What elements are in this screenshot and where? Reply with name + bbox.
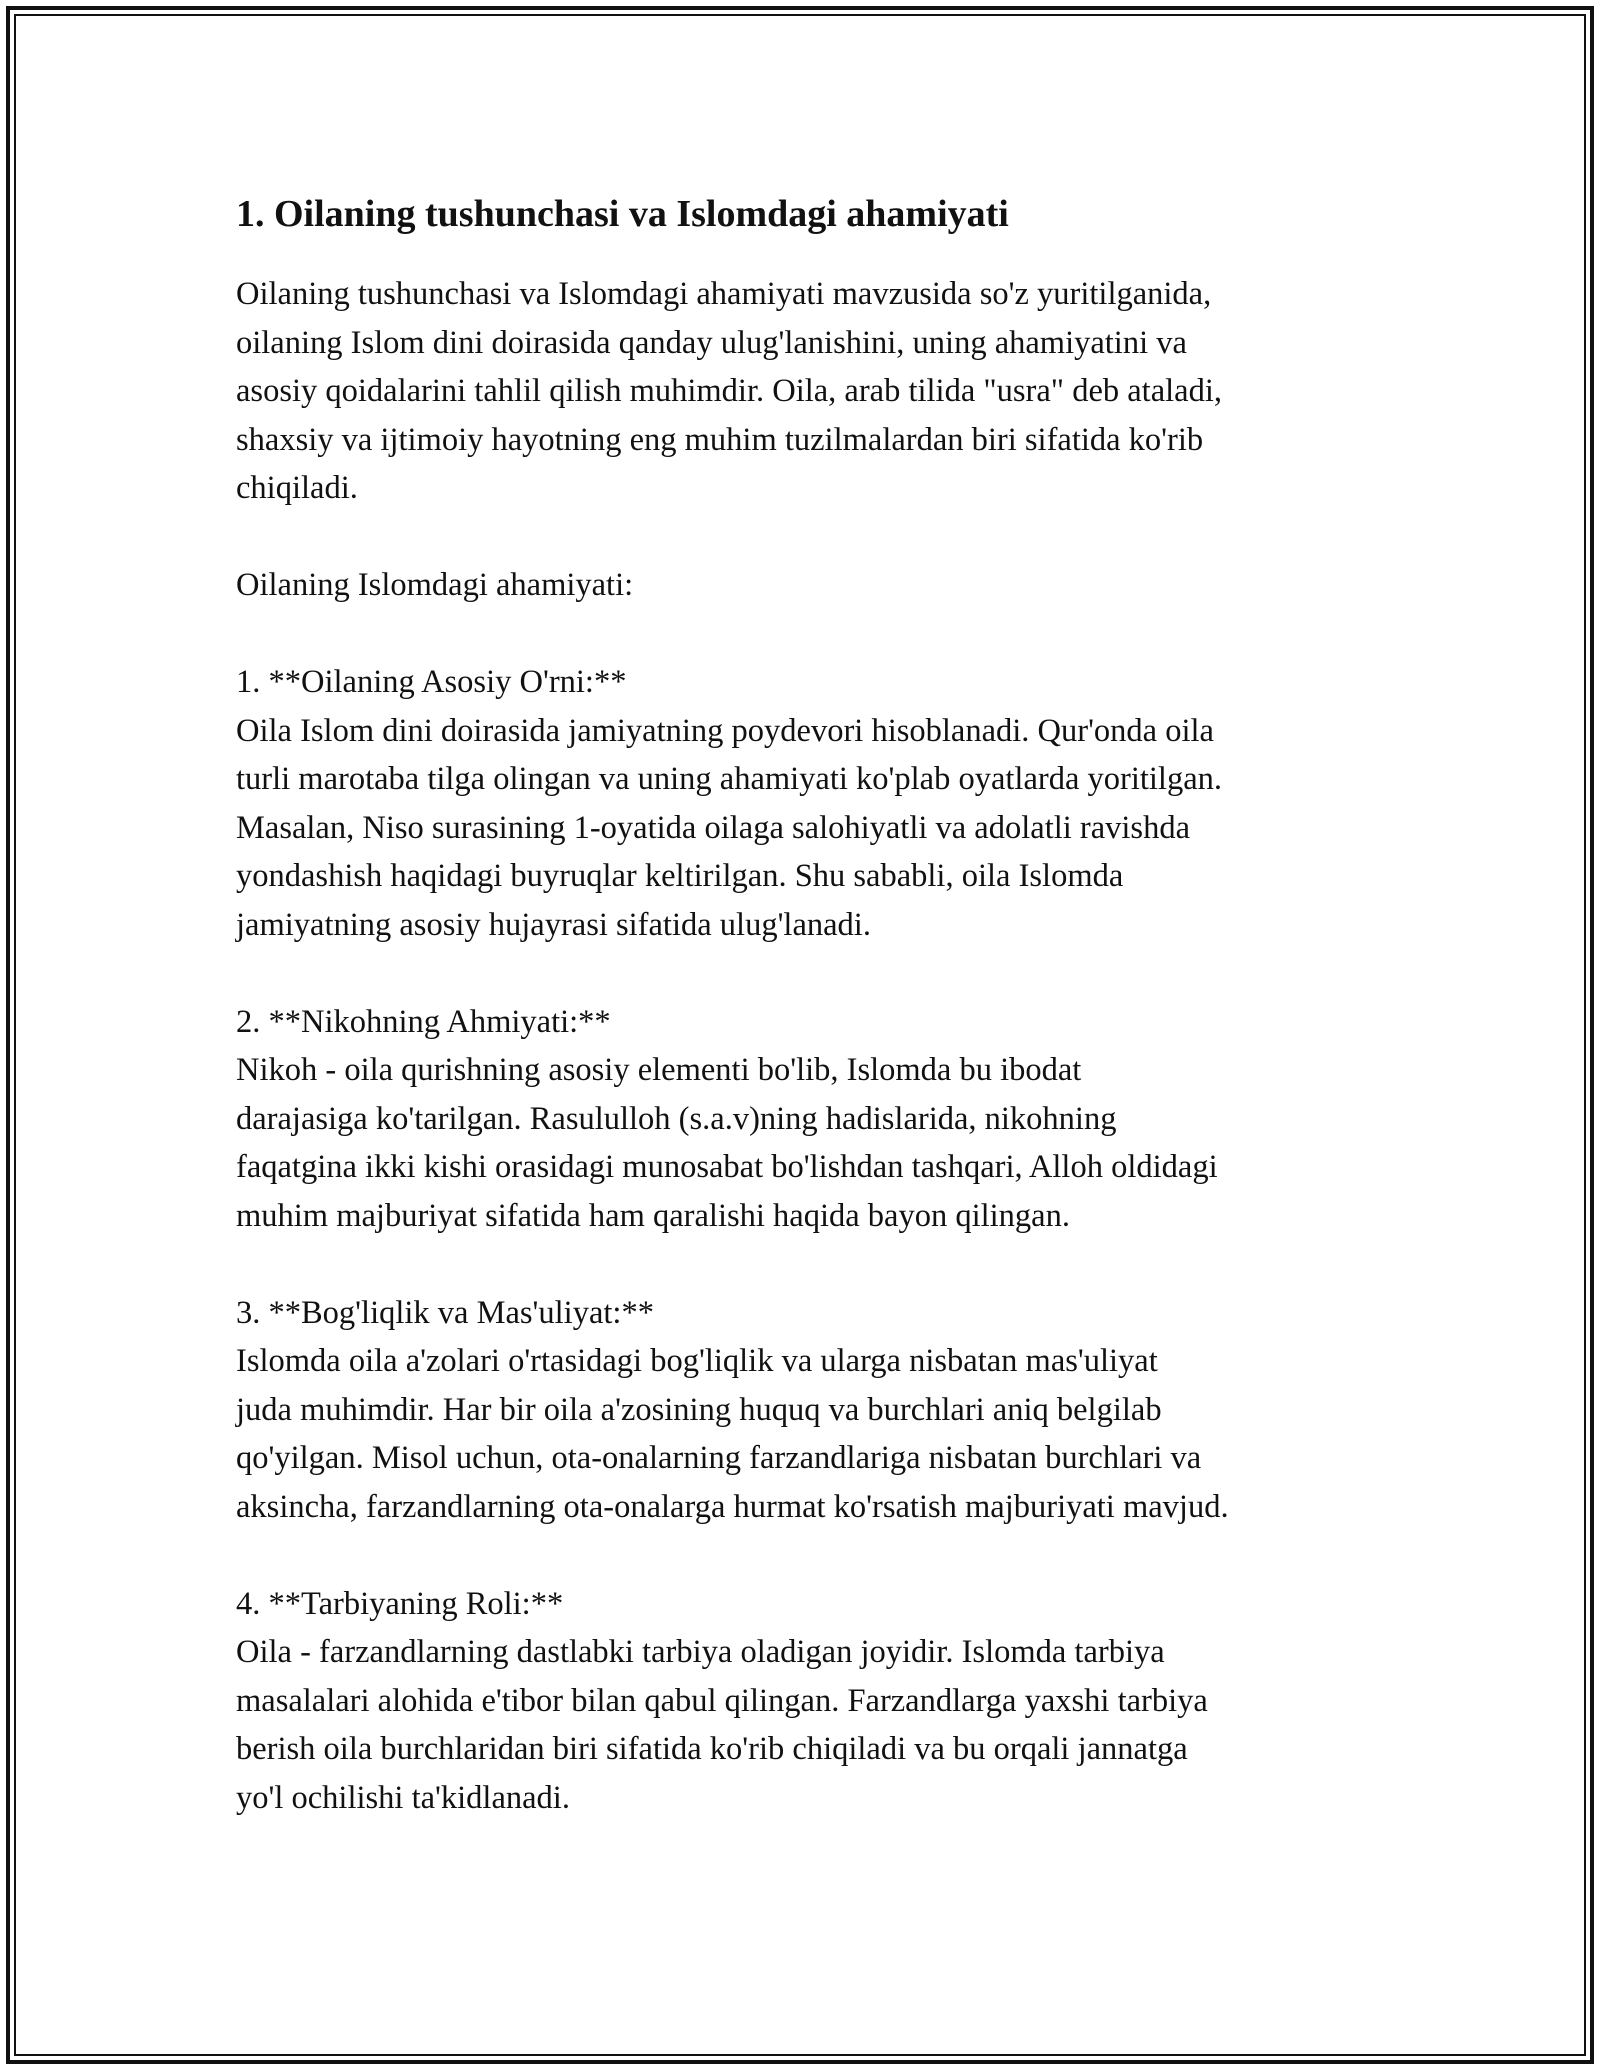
document-title: 1. Oilaning tushunchasi va Islomdagi ahamiyati [236,193,1009,235]
list-item-body: Oila - farzandlarning dastlabki tarbiya oladigan joyidir. Islomda tarbiya masalalari alohida e'tibor bilan qabul qilingan. Farzandlarga yaxshi tarbiya berish oila burchlaridan biri sifatida ko'rib chiqiladi va bu orqali jannatga yo'l ochilishi ta'kidlanadi. [236,1634,1208,1816]
spacer [236,1240,1396,1289]
spacer [236,513,1396,562]
spacer [236,949,1396,998]
document-content [236,188,1396,1822]
list-item-heading: 3. **Bog'liqlik va Mas'uliyat:** [236,1294,654,1331]
list-item [236,1580,1396,1823]
list-item [236,658,1396,949]
list-item-heading: 2. **Nikohning Ahmiyati:** [236,1003,611,1040]
list-item-body: Oila Islom dini doirasida jamiyatning poydevori hisoblanadi. Qur'onda oila turli marotaba tilga olingan va uning ahamiyati ko'plab oyatlarda yoritilgan. Masalan, Niso surasining 1-oyatida oilaga salohiyatli va adolatli ravishda yondashish haqidagi buyruqlar keltirilgan. Shu sababli, oila Islomda jamiyatning asosiy hujayrasi sifatida ulug'lanadi. [236,712,1222,943]
spacer [236,1531,1396,1580]
list-item-body: Nikoh - oila qurishning asosiy elementi bo'lib, Islomda bu ibodat darajasiga ko'tarilgan. Rasululloh (s.a.v)ning hadislarida, nikohning faqatgina ikki kishi orasidagi munosabat bo'lishdan tashqari, Alloh oldidagi muhim majburiyat sifatida ham qaralishi haqida bayon qilingan. [236,1052,1218,1234]
list-item-heading: 1. **Oilaning Asosiy O'rni:** [236,664,627,700]
list-item [236,1289,1396,1532]
list-item-body: Islomda oila a'zolari o'rtasidagi bog'liqlik va ularga nisbatan mas'uliyat juda muhimdir. Har bir oila a'zosining huquq va burchlari aniq belgilab qo'yilgan. Misol uchun, ota-onalarning farzandlariga nisbatan burchlari va aksincha, farzandlarning ota-onalarga hurmat ko'rsatish majburiyati mavjud. [236,1343,1229,1525]
list-item [236,998,1396,1241]
spacer [236,610,1396,659]
list-item-heading: 4. **Tarbiyaning Roli:** [236,1585,564,1622]
intro-paragraph: Oilaning tushunchasi va Islomdagi ahamiyati mavzusida so'z yuritilganida, oilaning Islom dini doirasida qanday ulug'lanishini, uning ahamiyatini va asosiy qoidalarini tahlil qilish muhimdir. Oila, arab tilida "usra" deb ataladi, shaxsiy va ijtimoiy hayotning eng muhim tuzilmalardan biri sifatida ko'rib chiqiladi. [236,276,1222,506]
section-subheading: Oilaning Islomdagi ahamiyati: [236,567,634,603]
